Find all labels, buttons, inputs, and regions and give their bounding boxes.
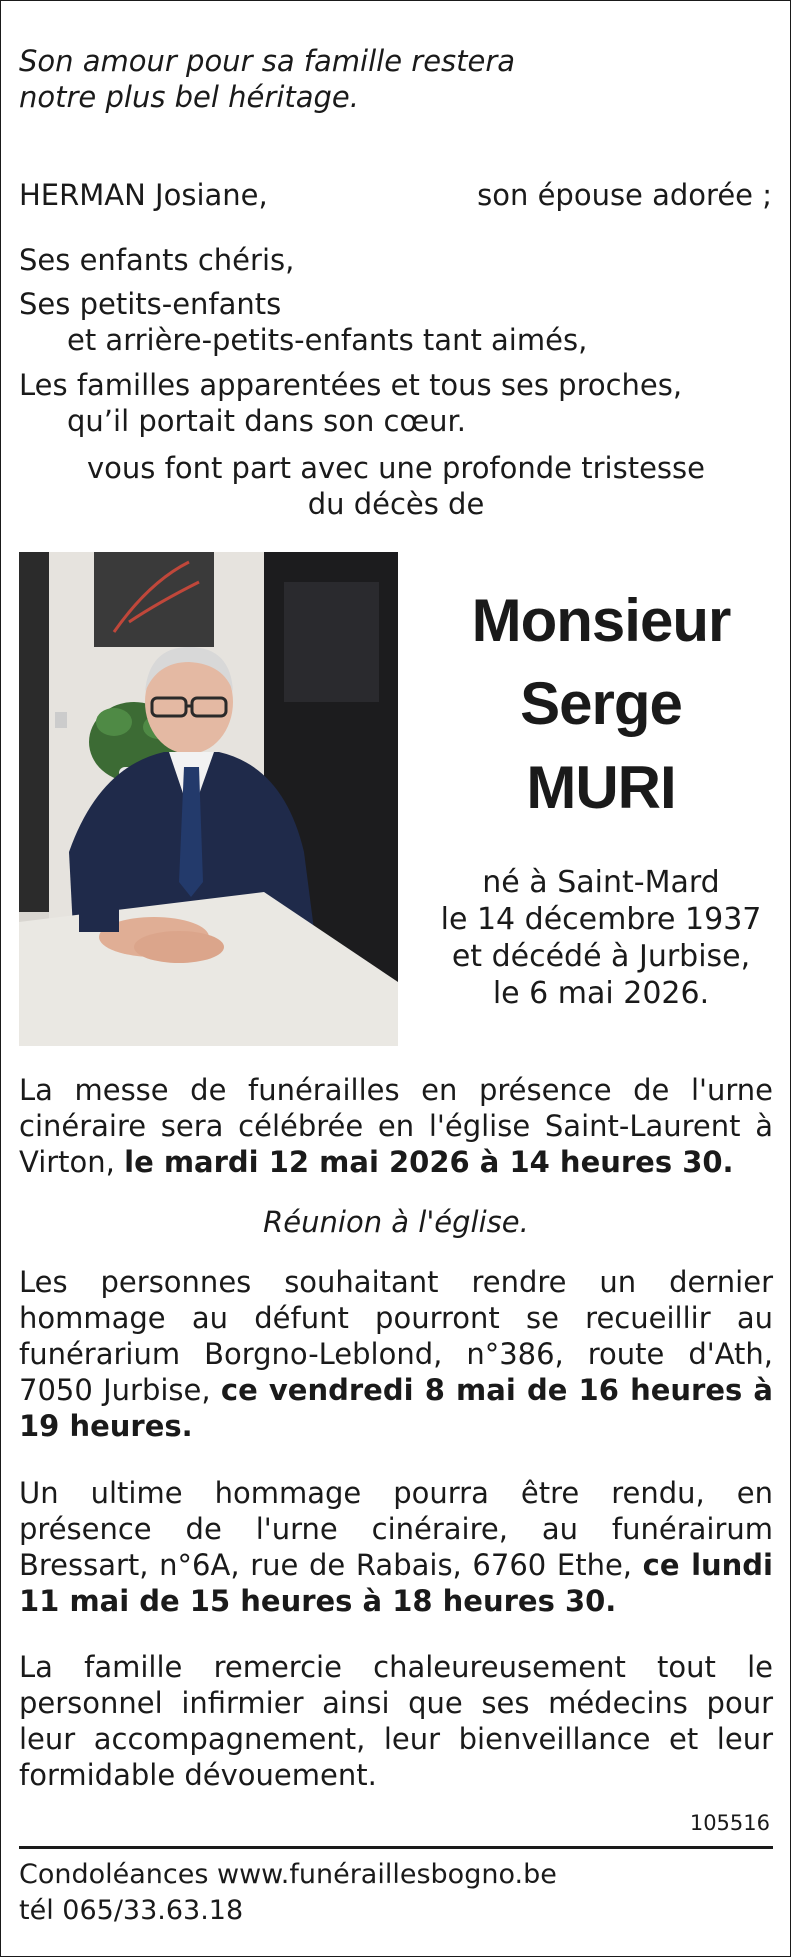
mass-date: le mardi 12 mai 2026 à 14 heures 30. bbox=[124, 1145, 734, 1179]
great-grandchildren-line: et arrière-petits-enfants tant aimés, bbox=[67, 323, 588, 357]
visit2-text: Un ultime hommage pourra être rendu, en présence de l'urne cinéraire, au funérairum Bressart, n°6A, rue de Rabais, 6760 Ethe, bbox=[19, 1476, 773, 1582]
deceased-last-name: MURI bbox=[526, 754, 676, 821]
deceased-photo bbox=[19, 552, 398, 1046]
visit-paragraph-1 bbox=[19, 1264, 773, 1444]
mass-text: La messe de funérailles en présence de l'urne cinéraire sera célébrée en l'église Saint-Laurent à Virton, bbox=[19, 1073, 773, 1179]
children-line: Ses enfants chéris, bbox=[19, 243, 295, 277]
families-line: Les familles apparentées et tous ses proches, bbox=[19, 368, 683, 402]
visit2-time: ce lundi 11 mai de 15 heures à 18 heures 30. bbox=[19, 1548, 773, 1618]
spouse-relation: son épouse adorée ; bbox=[477, 178, 772, 212]
announce-line-1: vous font part avec une profonde tristesse bbox=[87, 451, 705, 485]
phone-line: tél 065/33.63.18 bbox=[19, 1895, 244, 1926]
condolences-line: Condoléances www.funéraillesbogno.be bbox=[19, 1859, 557, 1890]
quote-line-1: Son amour pour sa famille restera bbox=[19, 44, 516, 78]
death-place: et décédé à Jurbise, bbox=[451, 939, 751, 974]
grandchildren-line: Ses petits-enfants bbox=[19, 287, 282, 321]
spouse-name: HERMAN Josiane, bbox=[19, 178, 268, 212]
reference-number: 105516 bbox=[689, 1811, 770, 1835]
mass-paragraph bbox=[19, 1072, 773, 1180]
visit1-text: Les personnes souhaitant rendre un dernier hommage au défunt pourront se recueillir au funérarium Borgno-Leblond, n°386, route d'Ath, 7050 Jurbise, bbox=[19, 1265, 773, 1407]
meeting-note: Réunion à l'église. bbox=[263, 1205, 529, 1239]
memorial-quote bbox=[19, 43, 515, 115]
deceased-title: Monsieur bbox=[471, 587, 731, 654]
death-date: le 6 mai 2026. bbox=[492, 976, 710, 1011]
visit-paragraph-2 bbox=[19, 1475, 773, 1619]
quote-line-2: notre plus bel héritage. bbox=[19, 80, 359, 114]
families-continuation: qu’il portait dans son cœur. bbox=[67, 404, 467, 438]
visit1-time: ce vendredi 8 mai de 16 heures à 19 heures. bbox=[19, 1373, 773, 1443]
announce-line-2: du décès de bbox=[307, 487, 485, 521]
footer-divider bbox=[19, 1846, 773, 1849]
deceased-first-name: Serge bbox=[520, 670, 682, 737]
birth-date: le 14 décembre 1937 bbox=[440, 902, 762, 937]
thanks-paragraph: La famille remercie chaleureusement tout le personnel infirmier ainsi que ses médecins pour leur accompagnement, leur bienveillance et leur formidable dévouement. bbox=[19, 1650, 773, 1792]
birth-place: né à Saint-Mard bbox=[482, 865, 720, 900]
